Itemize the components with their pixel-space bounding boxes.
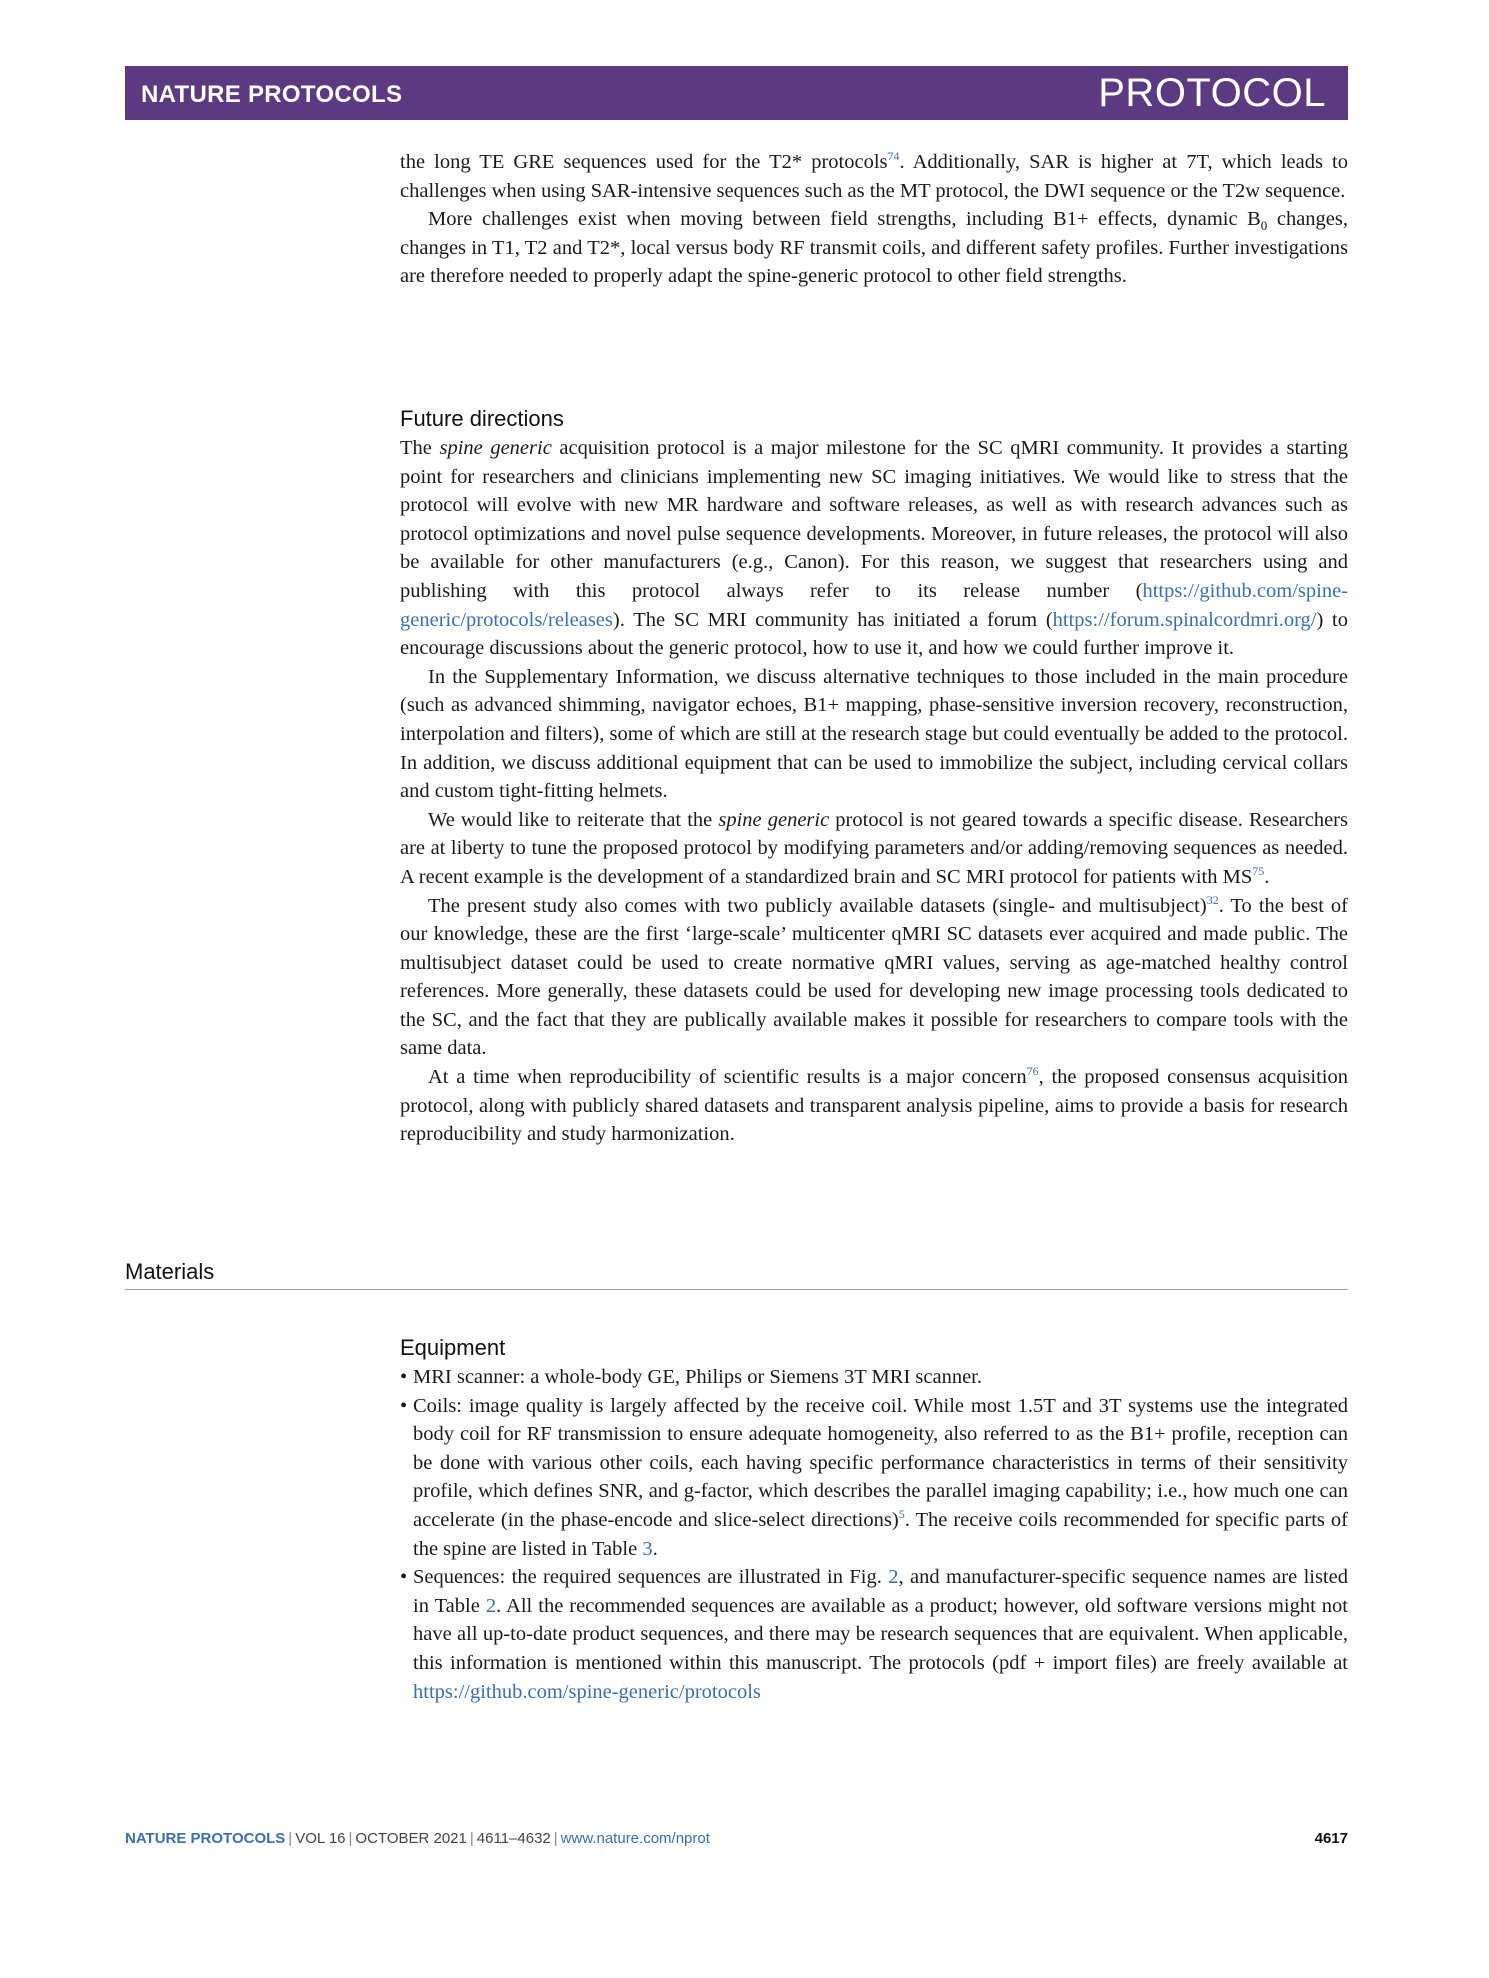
footer-pages: 4611–4632 bbox=[476, 1830, 551, 1847]
future-paragraph-5: At a time when reproducibility of scientific results is a major concern$^{76}$, the proposed consensus acquisition protocol, along with publicly shared datasets and transparent analysis pipeline, aims to provide a basis for research reproducibility and study harmonization. bbox=[400, 1064, 1348, 1146]
reference-5[interactable]: 5 bbox=[898, 1506, 905, 1521]
reference-74[interactable]: 74 bbox=[887, 149, 900, 163]
equipment-item-sequences: • Sequences: the required sequences are illustrated in Fig. 2, and manufacturer-specific sequence names are listed in Table 2. All the recommended sequences are available as a product; however, old software versions might not have all up-to-date product sequences, and there may be research sequences that are equivalent. When applicable, this information is mentioned within this manuscript. The protocols (pdf + import files) are freely available at https://github.com/spine-generic/protocols bbox=[400, 1563, 1348, 1706]
future-paragraph-1: The spine generic acquisition protocol is a major milestone for the SC qMRI community. It provides a starting point for researchers and clinicians implementing new SC imaging initiatives. We would like to stress that the protocol will evolve with new MR hardware and software releases, as well as with research advances such as protocol optimizations and novel pulse sequence developments. Moreover, in future releases, the protocol will also be available for other manufacturers (e.g., Canon). For this reason, we suggest that researchers using and publishing with this protocol always refer to its release number (https://github.com/spine-generic/protocols/releases). The SC MRI community has initiated a forum (https://forum.spinalcordmri.org/) to encourage discussions about the generic protocol, how to use it, and how we could further improve it. bbox=[400, 437, 1348, 660]
future-paragraph-3: We would like to reiterate that the spine generic protocol is not geared towards a specific disease. Researchers are at liberty to tune the proposed protocol by modifying parameters and/or adding/removing sequences as needed. A recent example is the development of a standardized brain and SC MRI protocol for patients with MS$^{75}$. bbox=[400, 808, 1348, 888]
table-2-link[interactable]: 2 bbox=[485, 1594, 497, 1617]
equipment-item-coils: • Coils: image quality is largely affected by the receive coil. While most 1.5T and 3T systems use the integrated body coil for RF transmission to ensure adequate homogeneity, also referred to as the B1+ profile, reception can be done with various other coils, each having specific performance characteristics in terms of their sensitivity profile, which defines SNR, and g-factor, which describes the parallel imaging capability; i.e., how much one can accelerate (in the phase-encode and slice-select directions)$^5$. The receive coils recommended for specific parts of the spine are listed in Table 3. bbox=[400, 1392, 1348, 1564]
materials-section-heading bbox=[125, 1259, 1348, 1290]
journal-name: NATURE PROTOCOLS bbox=[141, 81, 403, 108]
footer-date: OCTOBER 2021 bbox=[355, 1830, 467, 1847]
equipment-item-scanner: • MRI scanner: a whole-body GE, Philips or Siemens 3T MRI scanner. bbox=[400, 1363, 1348, 1392]
releases-link[interactable]: https://github.com/spine-generic/protocols/releases bbox=[400, 579, 1348, 631]
figure-2-link[interactable]: 2 bbox=[888, 1566, 899, 1589]
footer-volume: VOL 16 bbox=[295, 1830, 346, 1847]
protocols-link[interactable]: https://github.com/spine-generic/protocols bbox=[413, 1680, 761, 1703]
materials-heading: Materials bbox=[125, 1259, 215, 1284]
page-number: 4617 bbox=[1314, 1830, 1348, 1847]
equipment-heading: Equipment bbox=[400, 1335, 506, 1360]
footer-url-link[interactable]: www.nature.com/nprot bbox=[560, 1830, 710, 1847]
future-paragraph-2: In the Supplementary Information, we discuss alternative techniques to those included in the main procedure (such as advanced shimming, navigator echoes, B1+ mapping, phase-sensitive inversion recovery, reconstruction, interpolation and filters), some of which are still at the research stage but could eventually be added to the protocol. In addition, we discuss additional equipment that can be used to immobilize the subject, including cervical collars and custom tight-fitting helmets. bbox=[400, 665, 1348, 803]
article-type-label: PROTOCOL bbox=[1098, 71, 1326, 115]
forum-link[interactable]: https://forum.spinalcordmri.org/ bbox=[1052, 608, 1317, 631]
footer-journal: NATURE PROTOCOLS bbox=[125, 1830, 286, 1847]
reference-76[interactable]: 76 bbox=[1026, 1064, 1039, 1079]
future-paragraph-4: The present study also comes with two publicly available datasets (single- and multisubject)$^{32}$. To the best of our knowledge, these are the first ‘large-scale’ multicenter qMRI SC datasets ever acquired and made public. The multisubject dataset could be used to create normative qMRI values, serving as age-matched healthy control references. More generally, these datasets could be used for developing new image processing tools dedicated to the SC, and the fact that they are publically available makes it possible for researchers to compare tools with the same data. bbox=[400, 892, 1348, 1060]
page-footer: NATURE PROTOCOLS | VOL 16 | OCTOBER 2021 | 4611–4632 | www.nature.com/nprot 4617 bbox=[125, 1830, 1348, 1847]
future-directions-section bbox=[400, 406, 1348, 1149]
future-directions-heading: Future directions bbox=[400, 406, 564, 431]
intro-block bbox=[400, 148, 1348, 291]
intro-paragraph-1: the long TE GRE sequences used for the T2* protocols$^{74}$. Additionally, SAR is higher at 7T, which leads to challenges when using SAR-intensive sequences such as the MT protocol, the DWI sequence or the T2w sequence. bbox=[400, 149, 1348, 202]
reference-75[interactable]: 75 bbox=[1252, 863, 1265, 878]
equipment-section bbox=[400, 1335, 1348, 1706]
table-3-link[interactable]: 3 bbox=[642, 1537, 653, 1560]
journal-header-bar bbox=[125, 66, 1348, 120]
equipment-list bbox=[400, 1363, 1348, 1706]
intro-paragraph-2: More challenges exist when moving between field strengths, including B1+ effects, dynamic $B_0$ changes, changes in T1, T2 and T2*, local versus body RF transmit coils, and different safety profiles. Further investigations are therefore needed to properly adapt the spine-generic protocol to other field strengths. bbox=[400, 208, 1348, 288]
reference-32[interactable]: 32 bbox=[1206, 892, 1219, 907]
